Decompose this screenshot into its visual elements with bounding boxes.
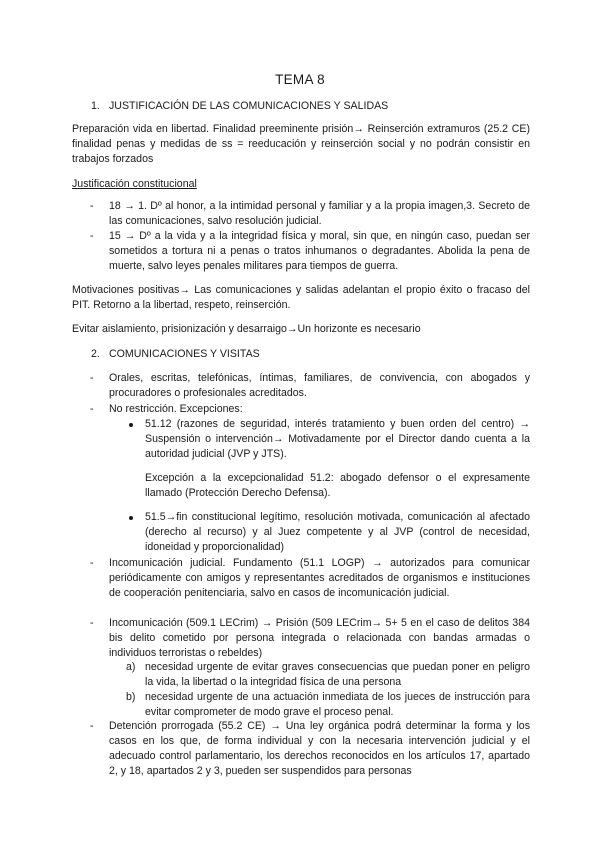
list-item-art18: 18 → 1. Dº al honor, a la intimidad personal y familiar y a la propia imagen,3. Secreto de las comunicaciones, salvo resolución judicial. xyxy=(109,200,530,227)
paragraph-motivaciones: Motivaciones positivas→ Las comunicaciones y salidas adelantan el propio éxito o fracaso del PIT. Retorno a la libertad, respeto, reinserción. xyxy=(72,284,530,311)
list-dash: - xyxy=(90,617,94,629)
bullet-51-5: 51.5→fin constitucional legítimo, resolución motivada, comunicación al afectado (derecho al recurso) y al Juez competente y al JVP (control de necesidad, idoneidad y proporcionalidad) xyxy=(145,511,530,553)
list-item-orales: Orales, escritas, telefónicas, íntimas, familiares, de convivencia, con abogados y procuradores o profesionales acreditados. xyxy=(109,372,530,399)
list-item-incomunicacion-judicial: Incomunicación judicial. Fundamento (51.1 LOGP) → autorizados para comunicar periódicamente con amigos y representantes acreditados de organismos e instituciones de cooperación penitenciaria, salvo en casos de incomunicación judicial. xyxy=(109,557,530,599)
section-1-number: 1. xyxy=(91,100,100,112)
list-dash: - xyxy=(90,720,94,732)
list-dash: - xyxy=(90,403,94,415)
list-dash: - xyxy=(90,557,94,569)
list-item-art15: 15 → Dº a la vida y a la integridad física y moral, sin que, en ningún caso, puedan ser sometidos a tortura ni a penas o tratos inhumanos o degradantes. Abolida la pena de muerte, salvo leyes penales militares para tiempos de guerra. xyxy=(109,230,530,272)
section-2-number: 2. xyxy=(91,348,100,360)
list-item-no-restriccion: No restricción. Excepciones: xyxy=(109,403,243,415)
sublist-marker-b: b) xyxy=(126,691,136,703)
list-item-detencion-prorrogada: Detención prorrogada (55.2 CE) → Una ley orgánica podrá determinar la forma y los casos en los que, de forma individual y con la necesaria intervención judicial y el adecuado control parlamentario, los derechos reconocidos en los artículos 17, apartado 2, y 18, apartados 2 y 3, pueden ser suspendidos para personas xyxy=(109,720,530,777)
bullet-dot xyxy=(129,423,133,427)
bullet-51-12: 51.12 (razones de seguridad, interés tratamiento y buen orden del centro) → Suspensión o intervención→ Motivadamente por el Director dando cuenta a la autoridad judicial (JVP y JTS). xyxy=(145,418,530,460)
page-title: TEMA 8 xyxy=(275,72,325,87)
list-dash: - xyxy=(90,230,94,242)
list-item-incomunicacion-509: Incomunicación (509.1 LECrim) → Prisión (509 LECrim→ 5+ 5 en el caso de delitos 384 bis delito cometido por persona integrada o relacionada con bandas armadas o individuos terroristas o rebeldes) xyxy=(109,617,530,659)
sublist-marker-a: a) xyxy=(126,661,136,673)
paragraph-evitar: Evitar aislamiento, prisionización y desarraigo→Un horizonte es necesario xyxy=(72,323,421,335)
section-1-intro: Preparación vida en libertad. Finalidad preeminente prisión→ Reinserción extramuros (25.2 CE) finalidad penas y medidas de ss = reeducación y reinserción social y no podrán consistir en trabajos forzados xyxy=(72,123,530,165)
sublist-item-b: necesidad urgente de una actuación inmediata de los jueces de instrucción para evitar comprometer de modo grave el proceso penal. xyxy=(145,691,530,718)
bullet-dot xyxy=(129,516,133,520)
list-dash: - xyxy=(90,372,94,384)
section-2-heading: COMUNICACIONES Y VISITAS xyxy=(109,348,260,360)
bullet-51-12-note: Excepción a la excepcionalidad 51.2: abogado defensor o el expresamente llamado (Protección Derecho Defensa). xyxy=(145,472,530,499)
list-dash: - xyxy=(90,200,94,212)
section-1-heading: JUSTIFICACIÓN DE LAS COMUNICACIONES Y SALIDAS xyxy=(109,100,389,112)
subheading-justificacion: Justificación constitucional xyxy=(72,178,197,190)
sublist-item-a: necesidad urgente de evitar graves consecuencias que puedan poner en peligro la vida, la libertad o la integridad física de una persona xyxy=(145,661,530,688)
